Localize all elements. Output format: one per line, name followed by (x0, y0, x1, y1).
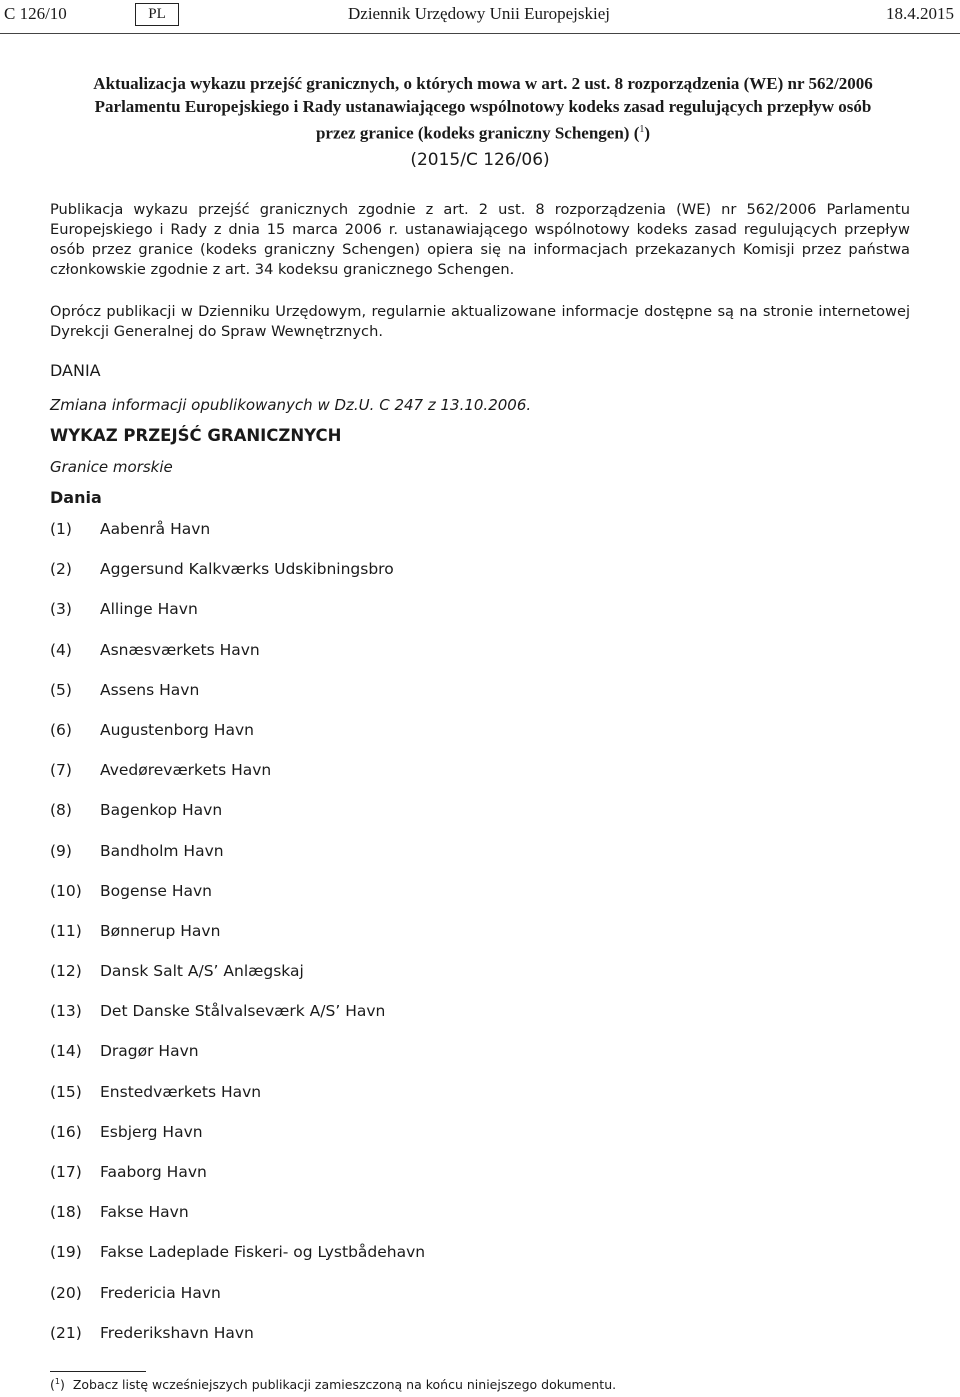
info-paragraph: Oprócz publikacji w Dzienniku Urzędowym, regularnie aktualizowane informacje dostępne są na stronie internetowej Dyrekcji Generalnej do Spraw Wewnętrznych. (50, 303, 910, 340)
crossing-name: Esbjerg Havn (100, 1122, 203, 1141)
item-number: (2) (50, 560, 72, 579)
footnote-marker: 1 (54, 1377, 60, 1386)
title-footnote-ref[interactable]: 1 (639, 124, 645, 135)
crossing-name: Avedøreværkets Havn (100, 761, 272, 780)
crossing-name: Augustenborg Havn (100, 720, 254, 739)
crossing-name: Dansk Salt A/S’ Anlægskaj (100, 962, 304, 981)
list-title: WYKAZ PRZEJŚĆ GRANICZNYCH (50, 426, 342, 445)
document-reference: (2015/C 126/06) (410, 150, 550, 170)
crossing-name: Det Danske Stålvalseværk A/S’ Havn (100, 1002, 386, 1021)
footnote: ($^1$) Zobacz listę wcześniejszych publikacji zamieszczoną na końcu niniejszego dokumentu. (50, 1377, 617, 1393)
border-type: Granice morskie (50, 458, 173, 476)
crossing-name: Frederikshavn Havn (100, 1323, 254, 1342)
crossing-name: Asnæsværkets Havn (100, 640, 260, 659)
item-number: (9) (50, 841, 72, 860)
intro-paragraph: Publikacja wykazu przejść granicznych zgodnie z art. 2 ust. 8 rozporządzenia (WE) nr 562/2006 Parlamentu Europejskiego i Rady z dnia 15 marca 2006 r. ustanawiającego wspólnotowy kodeks zasad regulujących przepływ osób przez granice (kodeks graniczny Schengen) opiera się na informacjach przekazanych Komisji przez państwa członkowskie zgodnie z art. 34 kodeksu granicznego Schengen. (50, 201, 910, 278)
item-number: (16) (50, 1122, 82, 1141)
crossing-name: Assens Havn (100, 680, 200, 699)
crossing-name: Fakse Ladeplade Fiskeri- og Lystbådehavn (100, 1243, 426, 1262)
crossing-name: Aggersund Kalkværks Udskibningsbro (100, 560, 394, 579)
footnote-divider (50, 1371, 146, 1372)
page-header (0, 0, 960, 36)
item-number: (17) (50, 1163, 82, 1181)
country-heading: Dania (50, 488, 102, 507)
item-number: (1) (50, 520, 72, 538)
item-number: (19) (50, 1243, 82, 1262)
crossing-name: Faaborg Havn (100, 1163, 207, 1181)
crossing-name: Fakse Havn (100, 1203, 189, 1222)
item-number: (4) (50, 640, 72, 659)
footnote-text: Zobacz listę wcześniejszych publikacji zamieszczoną na końcu niniejszego dokumentu. (72, 1377, 617, 1393)
item-number: (14) (50, 1042, 82, 1061)
document-title: Aktualizacja wykazu przejść granicznych, o których mowa w art. 2 ust. 8 rozporządzenia (WE) nr 562/2006 Parlamentu Europejskiego i Rady ustanawiającego wspólnotowy kodeks zasad regulujących przepływ osób przez granice (kodeks graniczny Schengen) ($^1$) (93, 74, 873, 143)
crossing-name: Fredericia Havn (100, 1283, 221, 1302)
crossing-name: Enstedværkets Havn (100, 1082, 262, 1101)
crossing-name: Bønnerup Havn (100, 921, 221, 940)
item-number: (11) (50, 921, 82, 940)
item-number: (5) (50, 680, 72, 699)
crossing-name: Bandholm Havn (100, 841, 224, 860)
crossing-name: Bagenkop Havn (100, 801, 223, 820)
header-divider (0, 33, 960, 34)
item-number: (10) (50, 881, 82, 900)
amendment-note: Zmiana informacji opublikowanych w Dz.U. C 247 z 13.10.2006. (50, 396, 532, 414)
country-label: DANIA (50, 361, 101, 380)
item-number: (13) (50, 1002, 82, 1021)
item-number: (3) (50, 600, 72, 619)
item-number: (18) (50, 1203, 82, 1222)
document-title-text: Aktualizacja wykazu przejść granicznych, o których mowa w art. 2 ust. 8 rozporządzenia (WE) nr 562/2006 Parlamentu Europejskiego i Rady ustanawiającego wspólnotowy kodeks zasad regulujących przepływ osób przez granice (kodeks graniczny Schengen) (93, 74, 873, 143)
crossing-name: Dragør Havn (100, 1042, 199, 1061)
item-number: (20) (50, 1283, 82, 1302)
journal-name: Dziennik Urzędowy Unii Europejskiej (348, 4, 611, 23)
item-number: (12) (50, 962, 82, 981)
publication-date: 18.4.2015 (886, 4, 954, 23)
crossing-name: Bogense Havn (100, 881, 213, 900)
item-number: (15) (50, 1082, 82, 1101)
item-number: (8) (50, 801, 72, 820)
issue-number: C 126/10 (4, 4, 67, 23)
item-number: (21) (50, 1323, 82, 1342)
item-number: (7) (50, 761, 72, 780)
crossing-name: Allinge Havn (100, 600, 198, 619)
crossing-name: Aabenrå Havn (100, 520, 211, 538)
language-badge: PL (135, 3, 179, 26)
item-number: (6) (50, 720, 72, 739)
